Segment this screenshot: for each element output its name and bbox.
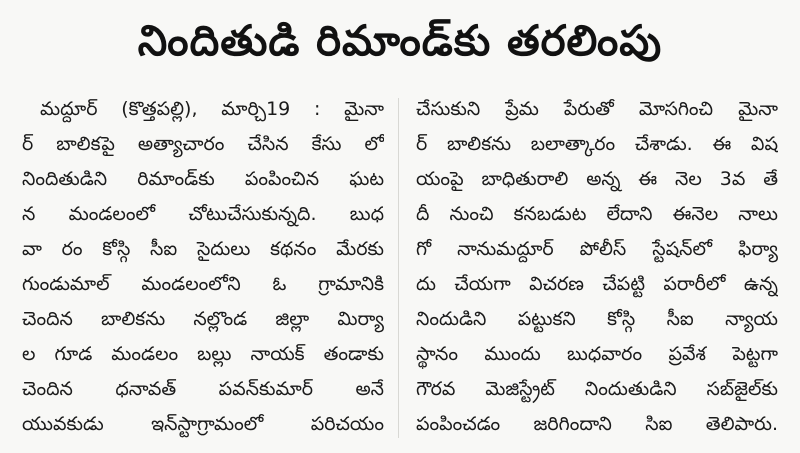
body-line: ర్ బాలికపై అత్యాచారం చేసిన కేసు లో [22, 133, 384, 155]
body-line: గుండుమాల్ మండలంలోని ఓ గ్రామానికి [22, 273, 384, 295]
body-line: గౌరవ మెజిస్ట్రేట్ నిందుతుడిని సబ్‌జైల్‌కు [416, 378, 778, 400]
article-headline: నిందితుడి రిమాండ్‌కు తరలింపు [137, 16, 663, 65]
body-line: చెందిన ధనావత్ పవన్‌కుమార్ అనే [22, 378, 384, 400]
body-line: దు చేయగా విచరణ చేపట్టి పరారీలో ఉన్న [416, 273, 778, 295]
body-line: దీ నుంచి కనబడుట లేదాని ఈనెల నాలు [416, 203, 778, 225]
body-line: ల గూడ మండలం బల్లు నాయక్ తండాకు [22, 343, 384, 365]
body-line: చేసుకుని ప్రేమ పేరుతో మోసగించి మైనా [416, 98, 778, 120]
body-line: ర్ బాలికను బలాత్కారం చేశాడు. ఈ విష [416, 133, 778, 155]
body-line: మద్దూర్ (కొత్తపల్లి), మార్చి19 : మైనా [40, 98, 384, 120]
body-line: స్థానం ముందు బుధవారం ప్రవేశ పెట్టగా [416, 343, 778, 365]
right-column [416, 92, 778, 444]
body-line: న మండలంలో చోటుచేసుకున్నది. బుధ [22, 203, 384, 225]
body-line: పంపించడం జరిగిందాని సిఐ తెలిపారు. [416, 413, 778, 435]
body-line: నిందుడిని పట్టుకని కోస్గి సీఐ న్యాయ [416, 308, 778, 330]
body-line: నిందితుడిని రిమాండ్‌కు పంపించిన ఘట [22, 168, 384, 190]
body-line: గో నానుమద్దూర్ పోలీస్ స్టేషన్‌లో ఫిర్యా [416, 238, 778, 260]
left-column [22, 92, 384, 444]
body-line: చెందిన బాలికను నల్లొండ జిల్లా మిర్యా [22, 308, 384, 330]
body-line: వా రం కోస్గి సీఐ సైదులు కథనం మేరకు [22, 238, 384, 260]
body-line: యంపై బాధితురాలి అన్న ఈ నెల 3వ తే [416, 168, 778, 190]
article-body [22, 92, 778, 444]
body-line: యువకుడు ఇన్‌స్టాగ్రామంలో పరిచయం [22, 413, 384, 435]
